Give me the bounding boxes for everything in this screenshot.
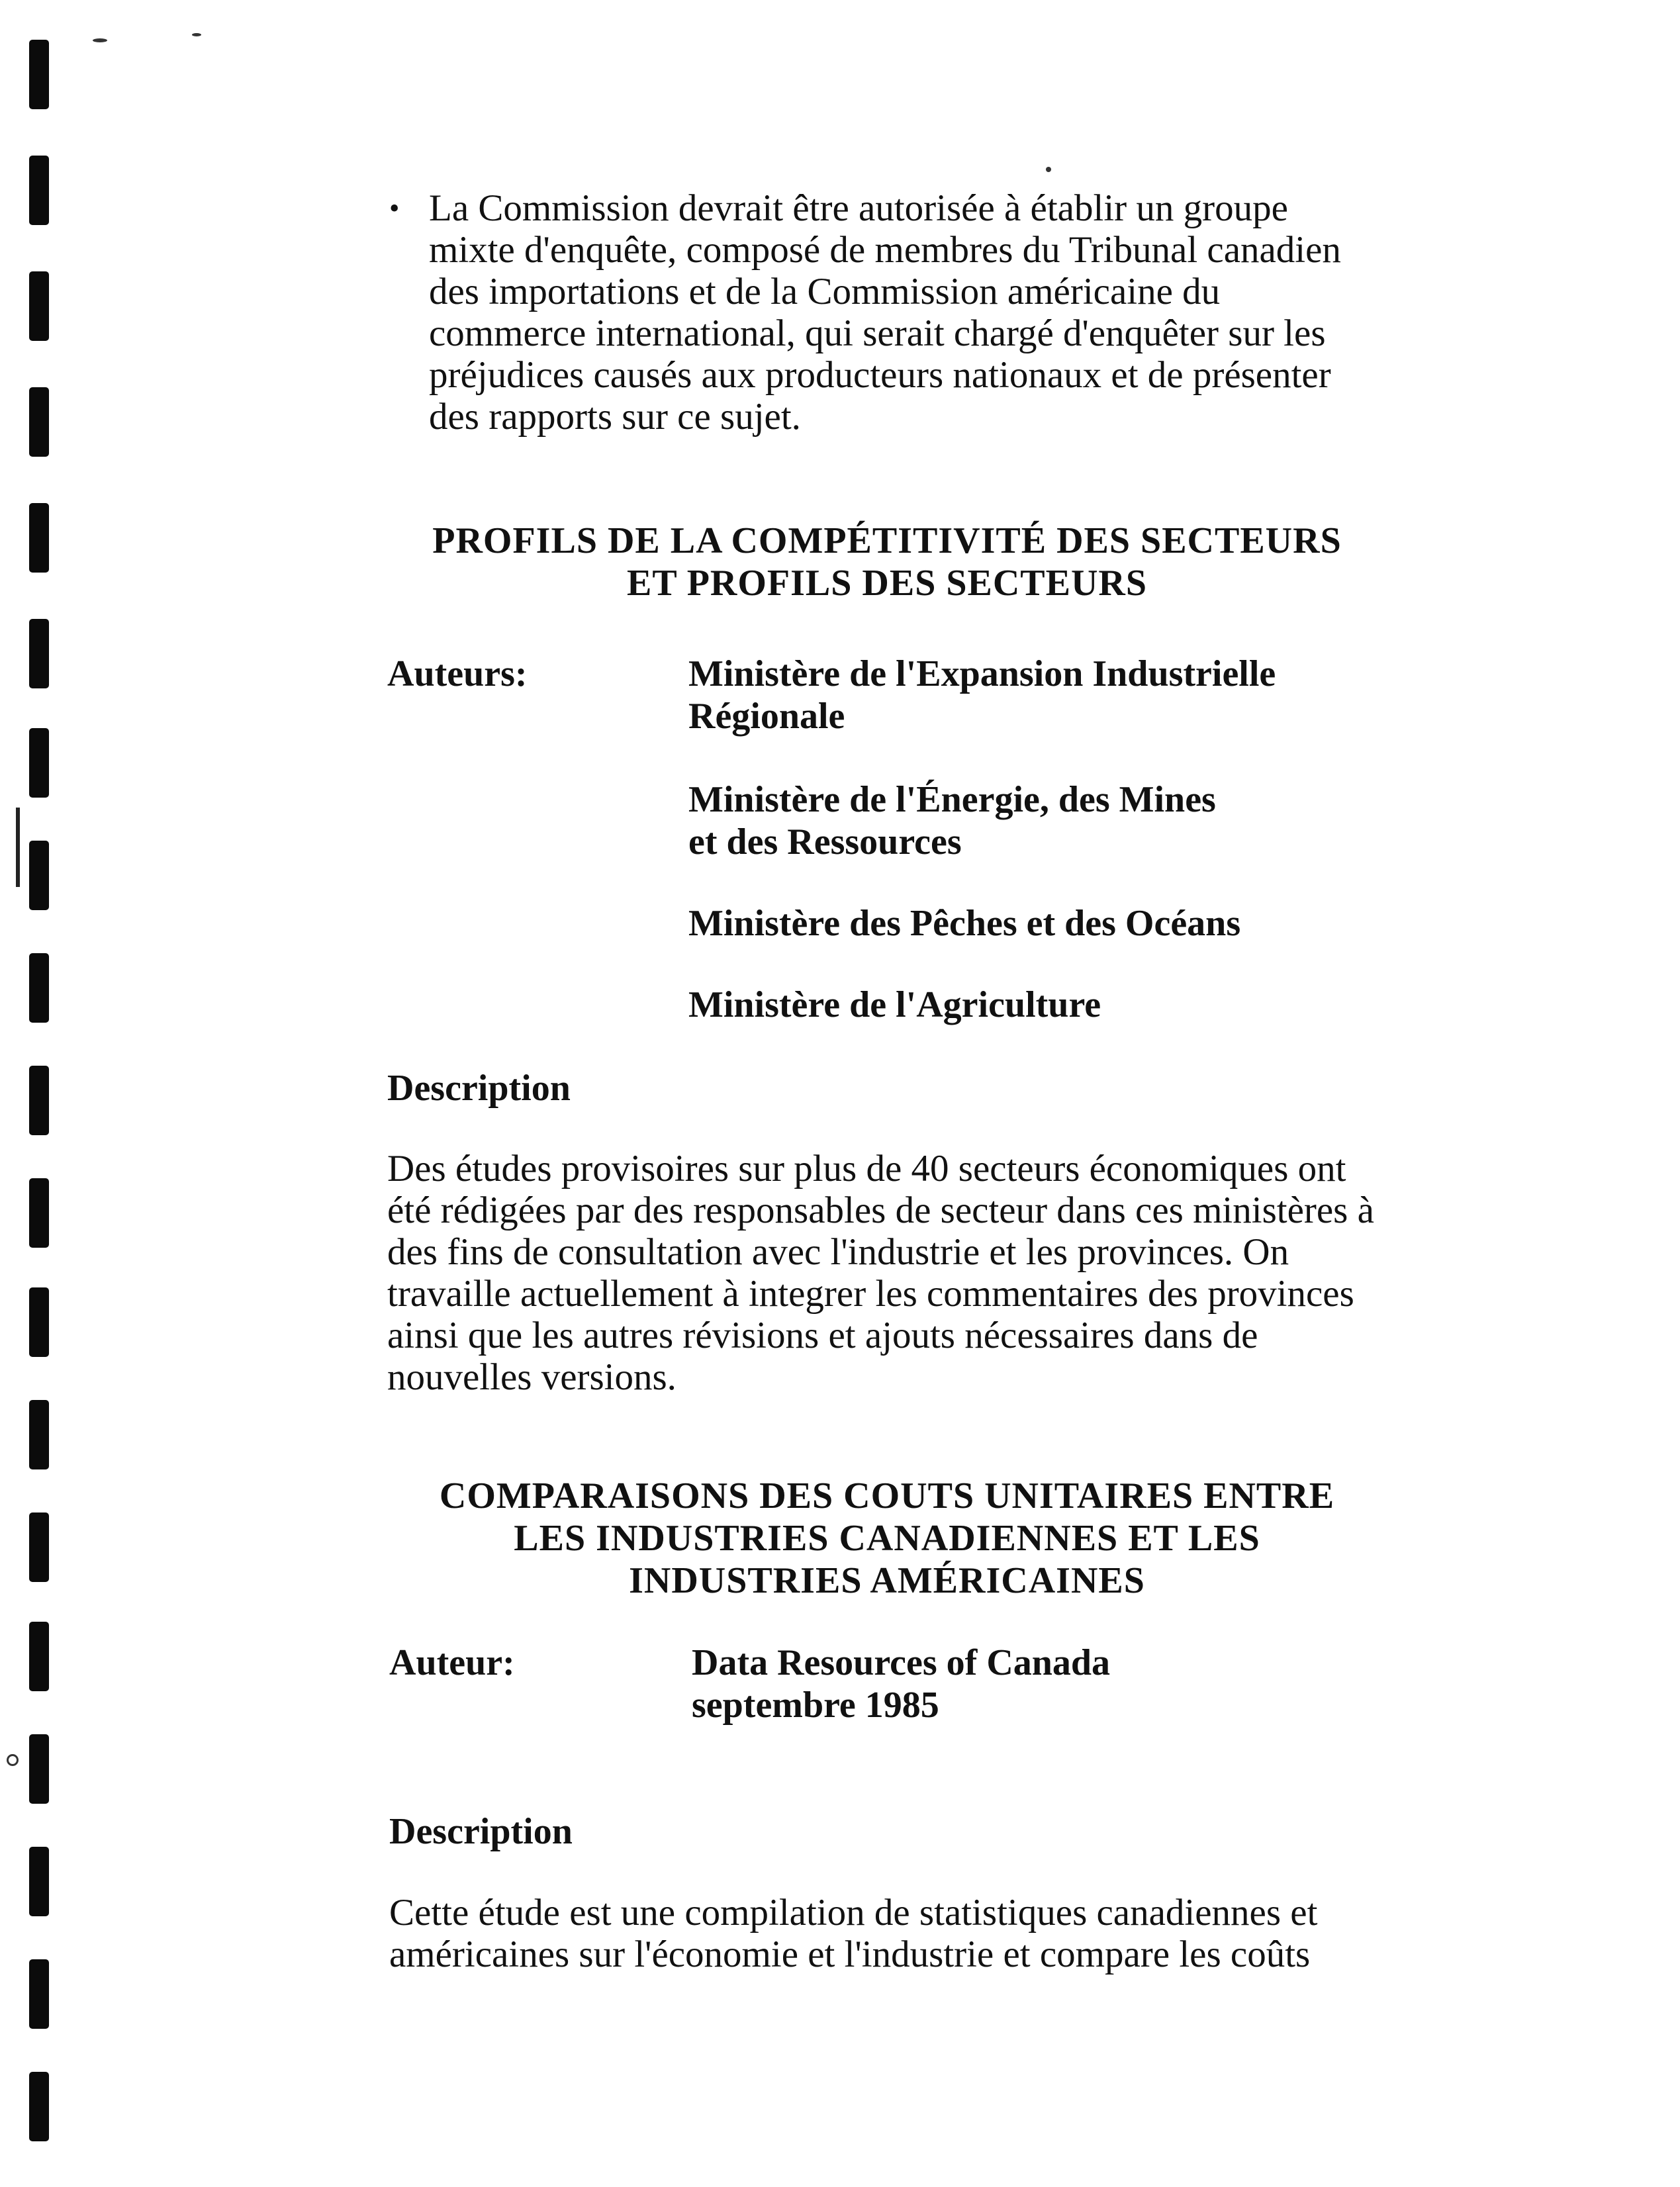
paragraph-line: nouvelles versions.: [387, 1356, 677, 1398]
binding-hole: [29, 953, 49, 1023]
bullet-line: mixte d'enquête, composé de membres du Tribunal canadien: [429, 229, 1341, 271]
paragraph-line: ainsi que les autres révisions et ajouts nécessaires dans de: [387, 1315, 1258, 1356]
scan-speck: [7, 1754, 19, 1766]
paragraph-line: été rédigées par des responsables de secteur dans ces ministères à: [387, 1189, 1374, 1231]
section-heading: [371, 520, 1403, 604]
binding-hole: [29, 2072, 49, 2141]
heading-line: COMPARAISONS DES COUTS UNITAIRES ENTRE: [439, 1475, 1335, 1516]
binding-hole: [29, 387, 49, 457]
heading-line: LES INDUSTRIES CANADIENNES ET LES: [514, 1518, 1260, 1559]
bullet-line: commerce international, qui serait chargé d'enquêter sur les: [429, 312, 1326, 354]
paragraph-line: Cette étude est une compilation de statistiques canadiennes et: [389, 1892, 1318, 1933]
binding-hole: [29, 40, 49, 109]
bullet-line: préjudices causés aux producteurs nationaux et de présenter: [429, 354, 1331, 396]
binding-hole: [29, 1959, 49, 2029]
author-entry: [688, 653, 1417, 737]
binding-strip: [16, 0, 62, 2187]
scan-speck: [192, 33, 201, 36]
bullet-paragraph: [389, 187, 1409, 438]
binding-hole: [29, 271, 49, 341]
description-paragraph: [389, 1892, 1402, 1975]
description-label: Description: [389, 1811, 573, 1852]
paragraph-line: américaines sur l'économie et l'industrie et compare les coûts: [389, 1933, 1311, 1975]
binding-hole: [29, 156, 49, 225]
binding-hole: [29, 1178, 49, 1248]
binding-hole: [29, 1847, 49, 1916]
bullet-marker: •: [389, 192, 400, 224]
binding-hole: [29, 1622, 49, 1691]
author-line: Data Resources of Canada: [692, 1642, 1111, 1683]
heading-line: PROFILS DE LA COMPÉTITIVITÉ DES SECTEURS: [432, 520, 1342, 561]
description-paragraph: [387, 1148, 1400, 1398]
binding-hole: [29, 1512, 49, 1582]
bullet-text: [429, 187, 1409, 438]
binding-hole: [29, 619, 49, 688]
section-heading: [371, 1475, 1403, 1602]
heading-line: ET PROFILS DES SECTEURS: [627, 563, 1147, 604]
author-line: Régionale: [688, 696, 845, 737]
heading-line: INDUSTRIES AMÉRICAINES: [629, 1560, 1145, 1601]
author-line: Ministère de l'Agriculture: [688, 984, 1101, 1025]
binding-hole: [29, 1066, 49, 1135]
author-entry: [692, 1642, 1420, 1726]
authors-label: Auteurs:: [387, 653, 528, 694]
binding-hole: [29, 1734, 49, 1804]
binding-hole: [29, 1287, 49, 1357]
author-line: Ministère de l'Énergie, des Mines: [688, 779, 1216, 820]
description-label: Description: [387, 1068, 571, 1109]
binding-hole: [29, 728, 49, 798]
author-entry: [688, 984, 1417, 1026]
author-line: Ministère de l'Expansion Industrielle: [688, 653, 1276, 694]
author-entry: [688, 902, 1417, 945]
author-entry: [688, 778, 1417, 863]
author-label: Auteur:: [389, 1642, 515, 1683]
bullet-line: des rapports sur ce sujet.: [429, 396, 801, 438]
binding-hole: [29, 841, 49, 910]
scan-speck: [93, 38, 107, 42]
author-date: septembre 1985: [692, 1685, 939, 1726]
author-line: et des Ressources: [688, 821, 962, 862]
bullet-line: La Commission devrait être autorisée à établir un groupe: [429, 187, 1288, 229]
binding-hole: [29, 503, 49, 573]
paragraph-line: des fins de consultation avec l'industrie et les provinces. On: [387, 1231, 1289, 1273]
scan-speck: [1046, 167, 1051, 172]
scan-edge-line: [16, 808, 20, 887]
binding-hole: [29, 1400, 49, 1469]
paragraph-line: Des études provisoires sur plus de 40 secteurs économiques ont: [387, 1148, 1346, 1189]
bullet-line: des importations et de la Commission américaine du: [429, 271, 1221, 312]
paragraph-line: travaille actuellement à integrer les commentaires des provinces: [387, 1273, 1354, 1315]
author-line: Ministère des Pêches et des Océans: [688, 903, 1241, 944]
